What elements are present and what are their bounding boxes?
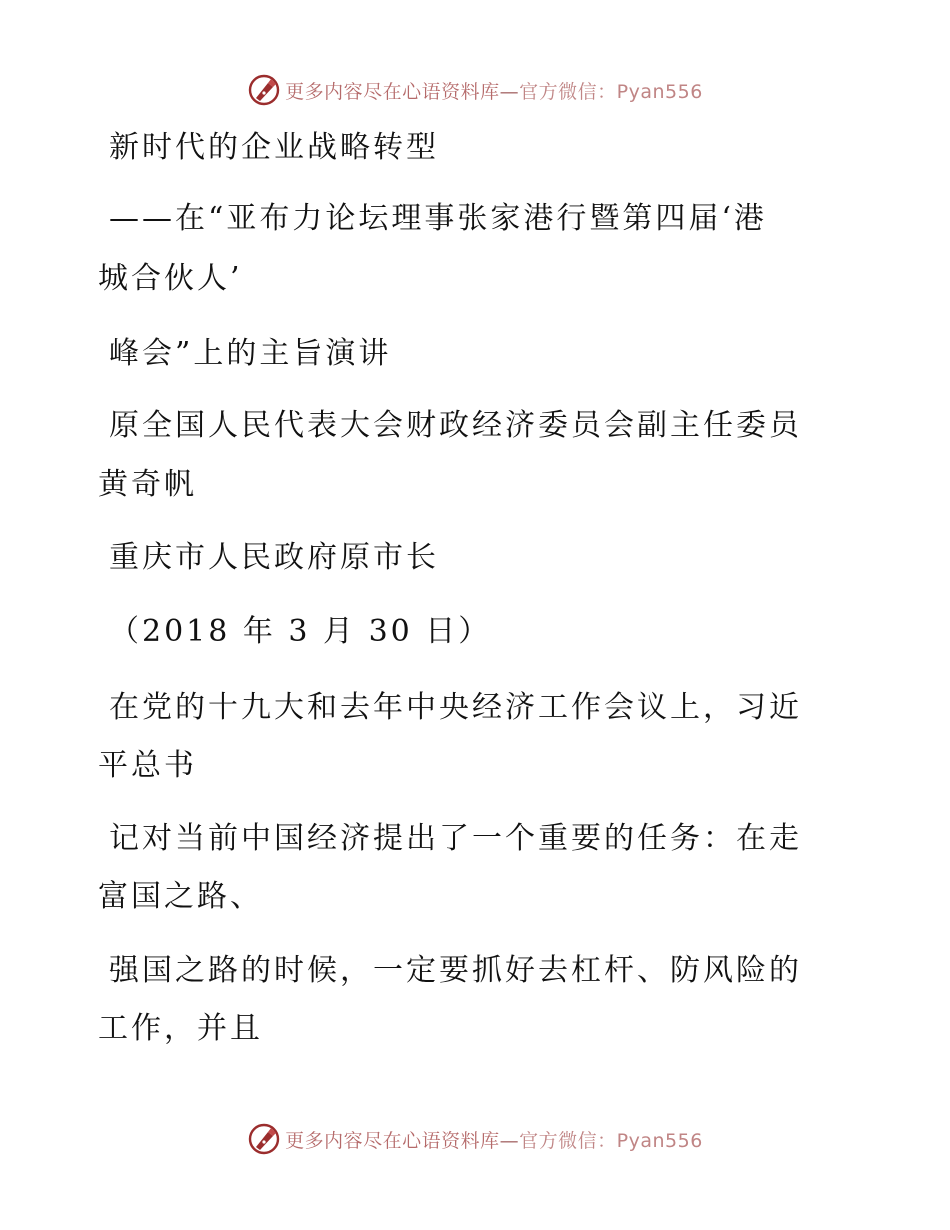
document-subtitle-line-2: 城合伙人’ xyxy=(98,261,243,296)
speaker-name: 黄奇帆 xyxy=(98,467,197,502)
paragraph-line: 工作，并且 xyxy=(98,1011,263,1046)
paragraph-line: 强国之路的时候，一定要抓好去杠杆、防风险的 xyxy=(109,953,802,988)
paragraph-line: 平总书 xyxy=(98,748,197,783)
pen-nib-logo-icon xyxy=(247,1122,281,1156)
speaker-former-position: 重庆市人民政府原市长 xyxy=(109,540,439,575)
header-banner-text: 更多内容尽在心语资料库—官方微信：Pyan556 xyxy=(285,80,703,103)
speech-date: （2018 年 3 月 30 日） xyxy=(109,614,492,649)
paragraph-line: 富国之路、 xyxy=(98,879,263,914)
paragraph-line: 记对当前中国经济提出了一个重要的任务：在走 xyxy=(109,821,802,856)
document-subtitle-line-1: ——在“亚布力论坛理事张家港行暨第四届‘港 xyxy=(109,201,767,236)
footer-banner-text: 更多内容尽在心语资料库—官方微信：Pyan556 xyxy=(285,1129,703,1152)
speaker-title-line-1: 原全国人民代表大会财政经济委员会副主任委员 xyxy=(109,408,802,443)
document-title: 新时代的企业战略转型 xyxy=(109,130,439,165)
footer-banner xyxy=(0,1119,950,1159)
header-banner xyxy=(0,70,950,110)
paragraph-line: 在党的十九大和去年中央经济工作会议上，习近 xyxy=(109,690,802,725)
document-subtitle-line-3: 峰会”上的主旨演讲 xyxy=(109,336,392,371)
pen-nib-logo-icon xyxy=(247,73,281,107)
